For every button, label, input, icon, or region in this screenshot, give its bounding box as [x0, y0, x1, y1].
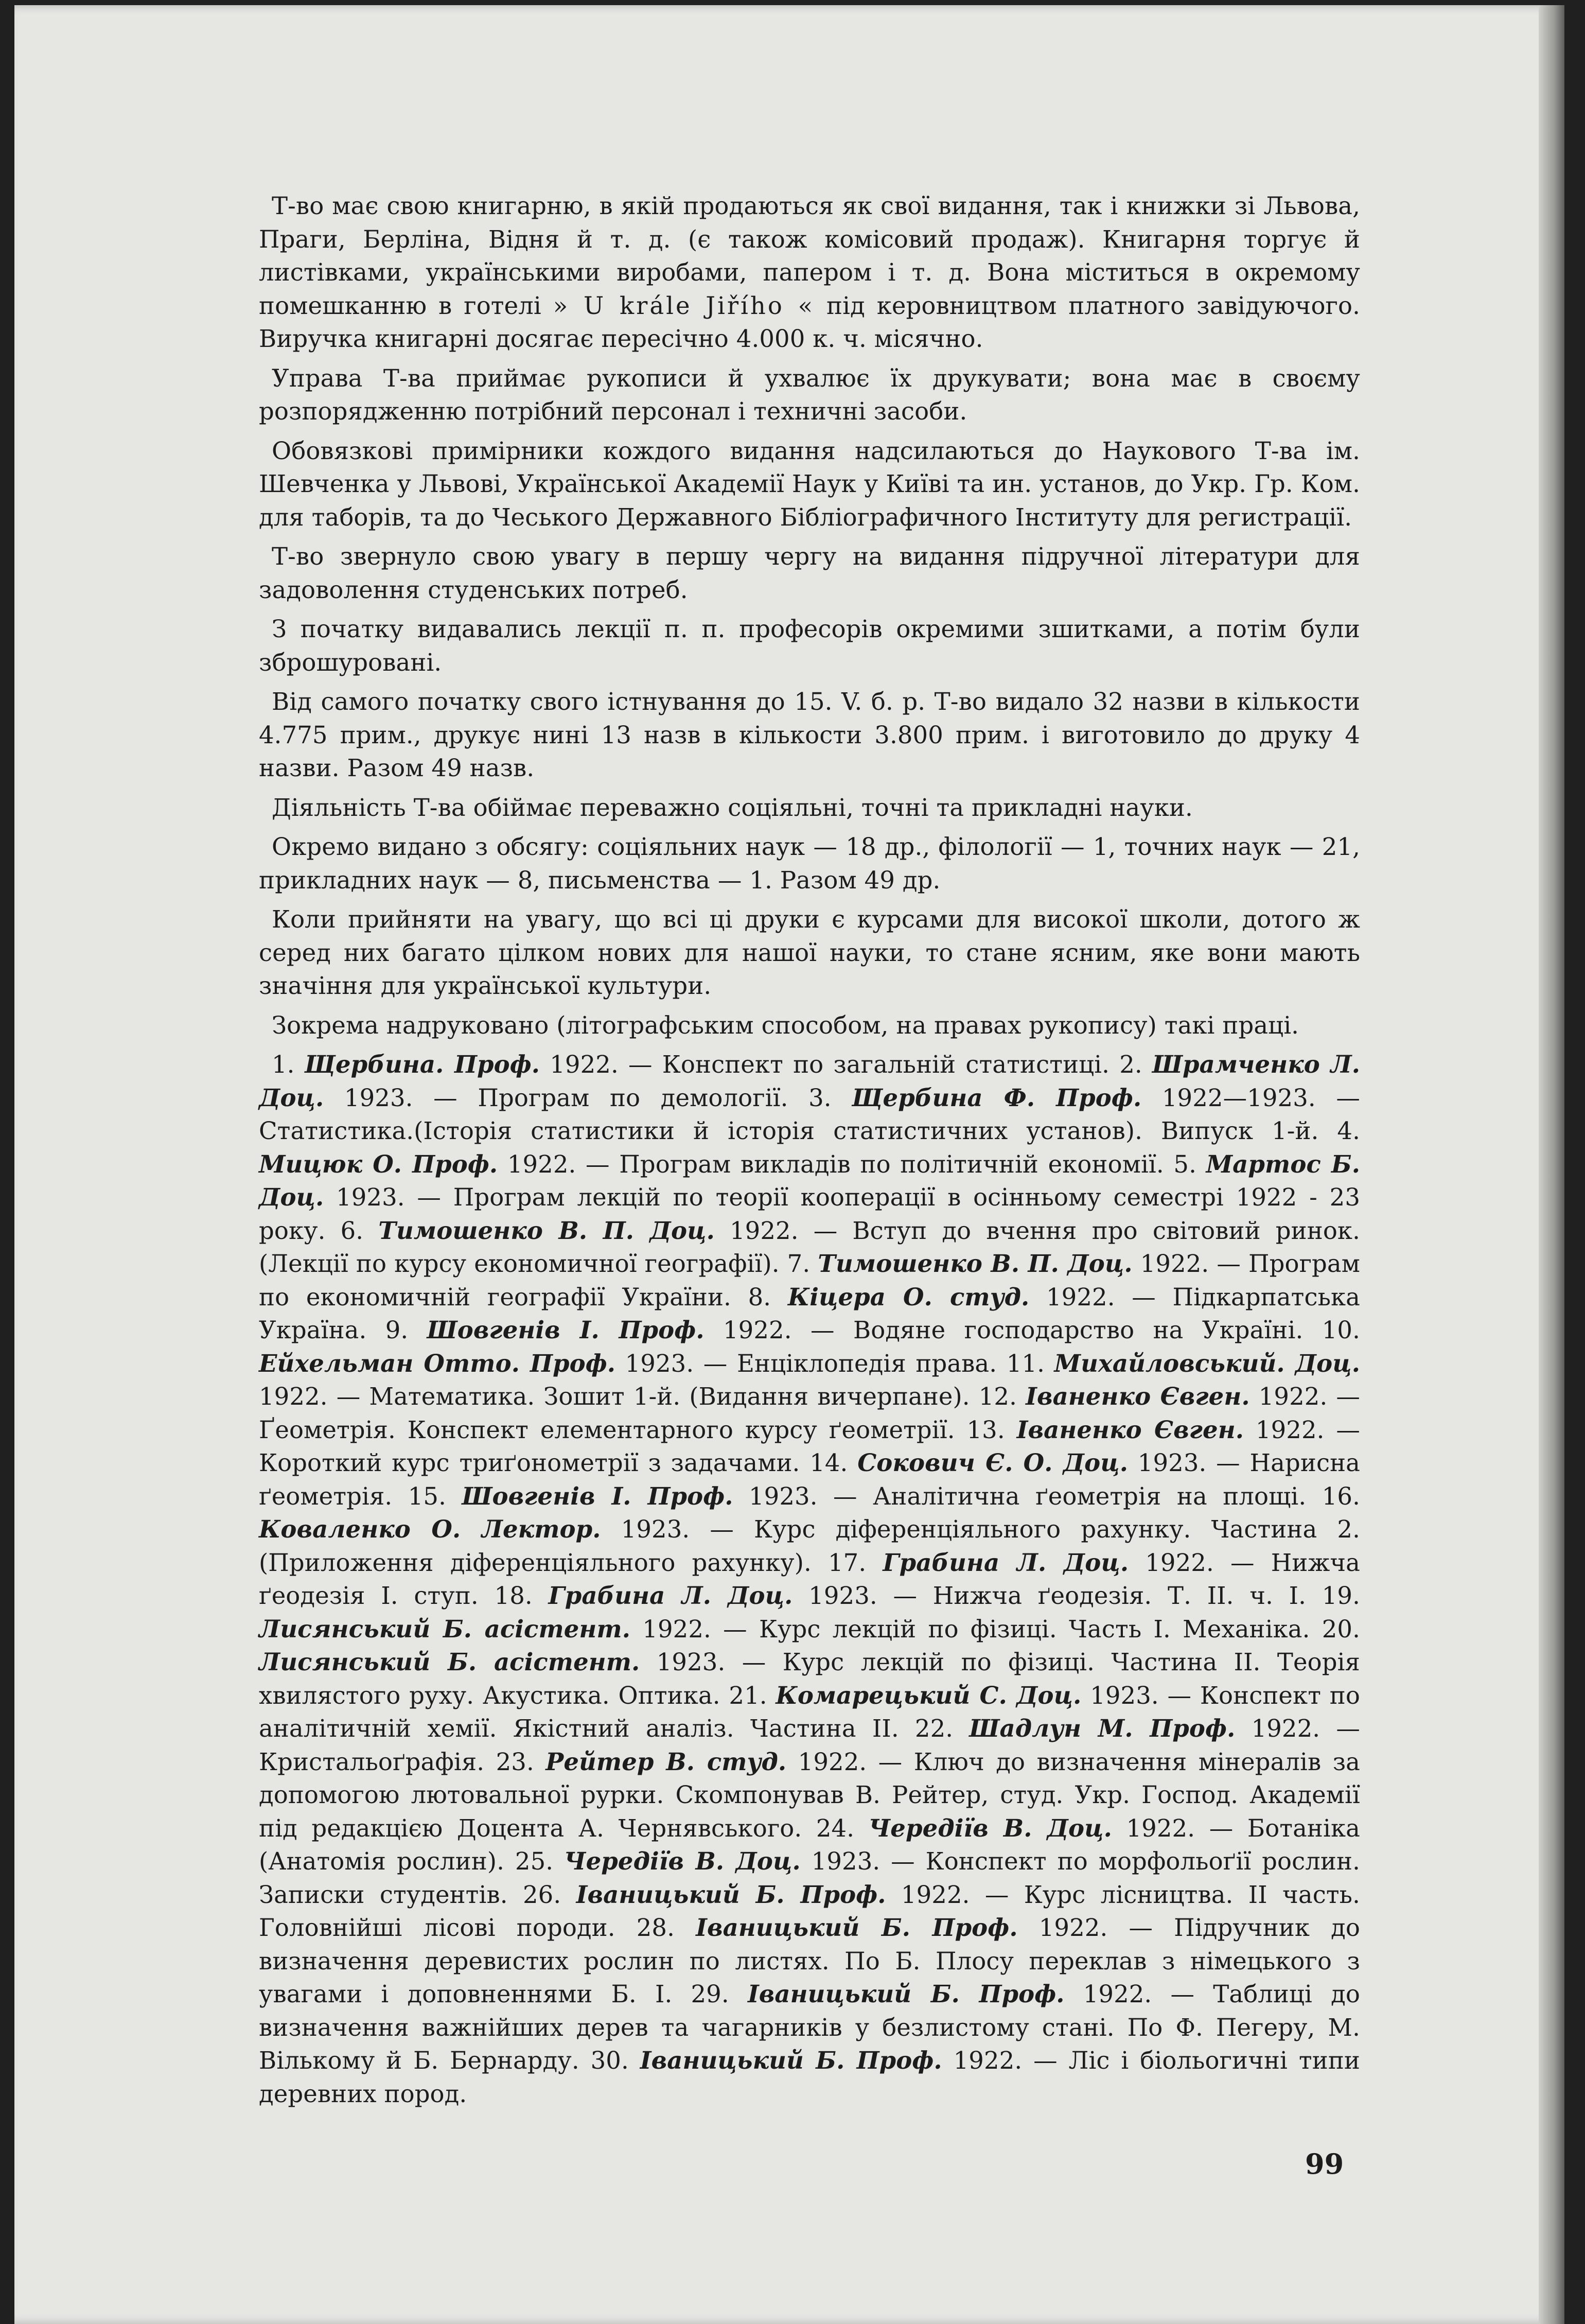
paragraph-lectures: З початку видавались лекції п. п. професорів окремими зшитками, а потім були зброшуровані. [259, 615, 1360, 676]
catalog-entry-number: 12. [978, 1383, 1017, 1410]
catalog-entry-description: 1922. — Ключ до визначення мінералів за допомогою лютовальної рурки. Скомпонував В. Рейтер, студ. Укр. Господ. Академії під редакцією Доцента А. Чернявського. [259, 1748, 1360, 1842]
catalog-entry-number: 30. [590, 2047, 629, 2074]
body-text [259, 189, 1360, 2117]
catalog-entry-number: 20. [1322, 1615, 1360, 1643]
catalog-entry-description: 1922. — Підручник до визначення деревистих рослин по листях. По Б. Плосу переклав з німецького з увагами і доповненнями Б. І. [259, 1914, 1360, 2008]
catalog-entry-author: Іваницький Б. Проф. [696, 1913, 1018, 1942]
catalog-entry-description: 1922. — Кристальоґрафія. [259, 1715, 1360, 1776]
catalog-entry-number: 23. [496, 1748, 534, 1776]
catalog-entry-description: 1923. — Курс діференціяльного рахунку. Частина 2. (Приложення діференціяльного рахунку). [259, 1515, 1360, 1577]
catalog-entry-number: 5. [1173, 1150, 1196, 1178]
catalog-entry-author: Шадлун М. Проф. [969, 1714, 1236, 1742]
catalog-entry-number: 4. [1337, 1117, 1360, 1145]
catalog-entry-number: 19. [1322, 1582, 1361, 1610]
catalog-entry-number: 3. [808, 1084, 832, 1112]
catalog-entry [495, 1582, 1322, 1610]
catalog-entry-author: Рейтер В. студ. [545, 1747, 787, 1776]
paragraph-breakdown: Окремо видано з обсягу: соціяльних наук — 18 др., філології — 1, точних наук — 21, прикладних наук — 8, письменства — 1. Разом 49 др. [259, 833, 1360, 894]
catalog-entry-author: Кіцера О. студ. [787, 1282, 1030, 1311]
catalog-entry-number: 2. [1119, 1051, 1142, 1078]
catalog-entry-author: Мицюк О. Проф. [259, 1149, 498, 1178]
catalog-entry-description: 1923. — Конспект по морфольоґії рослин. Записки студентів. [259, 1847, 1360, 1909]
catalog-entry-author: Шовгенів І. Проф. [462, 1481, 733, 1510]
catalog-entry-description: 1923. — Нижча ґеодезія. Т. II. ч. І. [792, 1582, 1322, 1610]
catalog-entry-author: Грабина Л. Доц. [548, 1581, 793, 1610]
catalog-entry [272, 1051, 1119, 1078]
catalog-entry-number: 7. [787, 1250, 811, 1278]
catalog-entry-number: 13. [966, 1416, 1005, 1444]
paragraph-scope: Діяльність Т-ва обіймає переважно соціяльні, точні та прикладні науки. [272, 793, 1193, 822]
catalog-entry-number: 25. [515, 1847, 554, 1875]
paragraph-significance: Коли прийняти на увагу, що всі ці друки є курсами для високої школи, дотого ж серед них багато цілком нових для нашої науки, то стане ясним, яке вони мають значіння для української культури. [259, 905, 1360, 1000]
catalog-entry-number: 21. [729, 1681, 767, 1709]
catalog-entry-number: 17. [827, 1548, 867, 1577]
book-page [14, 5, 1564, 2324]
catalog-entry-author: Шовгенів І. Проф. [427, 1316, 705, 1344]
catalog-entry-description: 1922. — Ботаніка (Анатомія рослин). [259, 1814, 1360, 1875]
catalog-entry-description: 1923. — Нарисна ґеометрія. [259, 1449, 1361, 1510]
catalog-entry-description: 1922. — Короткий курс триґонометрії з задачами. [259, 1416, 1360, 1477]
catalog-entry-author: Іваницький Б. Проф. [576, 1880, 886, 1909]
catalog-entry-description: 1922. — Конспект по загальній статистиці. [540, 1051, 1120, 1078]
paragraph-bookstore [259, 189, 1360, 356]
catalog-entry-description: 1923. — Курс лекцій по фізиці. Частина II. Теорія хвилястого руху. Акустика. Оптика. [259, 1648, 1360, 1709]
catalog-entry-author: Чередіїв В. Доц. [868, 1813, 1112, 1842]
catalog-entry-author: Михайловський. Доц. [1054, 1349, 1360, 1377]
catalog-entry [385, 1316, 1322, 1344]
catalog-entry-author: Сокович Є. О. Доц. [857, 1448, 1129, 1477]
catalog-entry-author: Щербина. Проф. [304, 1050, 540, 1078]
catalog-entry-number: 26. [522, 1880, 561, 1909]
catalog-entry-description: 1922. — Ґеометрія. Конспект елементарного курсу ґеометрії. [259, 1383, 1361, 1444]
catalog-entry-number: 16. [1322, 1482, 1360, 1510]
catalog-paragraph [259, 1048, 1360, 2110]
catalog-entry-number: 24. [816, 1814, 855, 1842]
catalog-entry-author: Мартос Б. Доц. [259, 1149, 1360, 1211]
catalog-entry-description: 1922. — Програм по економичній географії України. [259, 1250, 1361, 1311]
paragraph-printed-works-intro: Зокрема надруковано (літографським способом, на правах рукопису) такі праці. [272, 1011, 1299, 1039]
page-number: 99 [1305, 2147, 1344, 2180]
catalog-entry-description: 1923. — Аналітична ґеометрія на площі. [733, 1482, 1322, 1510]
catalog-entry-author: Грабина Л. Доц. [883, 1548, 1129, 1577]
catalog-entry-author: Лисянський Б. асістент. [259, 1614, 631, 1643]
catalog-entry-author: Іваницький Б. Проф. [640, 2046, 942, 2074]
catalog-entry-description: 1922. — Програм викладів по політичній економії. [498, 1150, 1174, 1178]
catalog-entry-author: Чередіїв В. Доц. [564, 1847, 801, 1875]
catalog-entry-author: Лисянський Б. асістент. [259, 1648, 640, 1676]
catalog-entry-author: Щербина Ф. Проф. [852, 1083, 1142, 1112]
paragraph-textbooks: Т-во звернуло свою увагу в першу чергу на видання підручної літератури для задоволення студенських потреб. [259, 543, 1360, 604]
paragraph-manuscripts: Управа Т-ва приймає рукописи й ухвалює їх друкувати; вона має в своєму розпорядженню потрібний персонал і техничні засоби. [259, 364, 1360, 425]
catalog-entry-author: Коваленко О. Лектор. [259, 1515, 601, 1543]
catalog-entry-number: 9. [385, 1316, 409, 1344]
catalog-entry-description: 1923. — Енціклопедія права. [615, 1349, 1007, 1377]
catalog-entry-author: Іваненко Євген. [1016, 1415, 1244, 1444]
catalog-entry-number: 15. [408, 1482, 446, 1510]
catalog-entry-author: Тимошенко В. П. Доц. [378, 1216, 715, 1245]
catalog-entry-number: 10. [1322, 1316, 1360, 1344]
catalog-entry-description: 1922. — Підкарпатська Україна. [259, 1283, 1361, 1344]
catalog-entry-description: 1923. — Програм по демології. [324, 1084, 809, 1112]
catalog-entry-author: Іваницький Б. Проф. [747, 1980, 1065, 2008]
catalog-entry-number: 8. [748, 1283, 771, 1311]
paragraph-text: під керовництвом платного завідуючого. Виручка книгарні досягає пересічно 4.000 к. ч. місячно. [259, 291, 1360, 353]
catalog-entry-number: 14. [809, 1449, 848, 1477]
catalog-entry-description: 1922. — Математика. Зошит 1-й. (Видання вичерпане). [259, 1383, 979, 1410]
catalog-entry-description: 1922. — Нижча ґеодезія І. ступ. [259, 1548, 1360, 1610]
paragraph-mandatory-copies: Обовязкові примірники кождого видання надсилаються до Наукового Т-ва ім. Шевченка у Львові, Української Академії Наук у Київі та ин. установ, до Укр. Гр. Ком. для таборів, та до Чеського Державного Бібліографичного Інституту для регистрації. [259, 436, 1360, 531]
catalog-entry-author: Ейхельман Отто. Проф. [259, 1349, 616, 1377]
catalog-entry-description: 1922. — Водяне господарство на Україні. [704, 1316, 1322, 1344]
catalog-entry-description: 1923. — Програм лекцій по теорії кооперації в осінньому семестрі 1922 - 23 року. [259, 1183, 1360, 1245]
catalog-entry-author: Тимошенко В. П. Доц. [818, 1249, 1133, 1278]
paragraph-publication-counts: Від самого початку свого істнування до 15. V. б. р. Т-во видало 32 назви в кількости 4.775 прим., друкує нині 13 назв в кількости 3.800 прим. і виготовило до друку 4 назви. Разом 49 назв. [259, 688, 1360, 782]
catalog-entry-author: Іваненко Євген. [1026, 1382, 1250, 1410]
catalog-entry-author: Комарецький С. Доц. [776, 1681, 1082, 1709]
hotel-name: » U krále Jiřího « [553, 291, 815, 320]
paragraph-text: Т-во має свою книгарню, в якій продаються як свої видання, так і книжки зі Львова, Праги, Берліна, Відня й т. д. (є також комісовий продаж). Книгарня торгує й листівками, українськими виробами, папером і т. д. Вона міститься в окремому помешканню в готелі [259, 192, 1360, 320]
catalog-entry-description: 1922. — Курс лісництва. II часть. Головнійші лісові породи. [259, 1880, 1360, 1942]
catalog-entry-number: 28. [636, 1914, 675, 1942]
catalog-entry-description: 1922—1923. — Статистика.(Історія статистики й історія статистичних установ). Випуск 1-й. [259, 1084, 1360, 1145]
catalog-entry-author: Шрамченко Л. Доц. [259, 1050, 1360, 1112]
catalog-entry-number: 18. [494, 1582, 533, 1610]
catalog-entry-number: 1. [272, 1051, 295, 1078]
catalog-entry-description: 1922. — Курс лекцій по фізиці. Часть І. Механіка. [630, 1615, 1322, 1643]
catalog-entry-number: 29. [691, 1980, 729, 2008]
page-gutter-shadow [1539, 5, 1564, 2324]
catalog-entry [408, 1482, 1322, 1510]
catalog-entry-description: 1922. — Таблиці до визначення важнійших дерев та чагарників у безлистому стані. По Ф. Пегеру, М. Вількому й Б. Бернарду. [259, 1980, 1360, 2074]
catalog-entry-description: 1922. — Ліс і біольогичні типи деревних пород. [259, 2047, 1360, 2108]
catalog-entry-description: 1923. — Конспект по аналітичній хемії. Якістний аналіз. Частина II. [259, 1681, 1360, 1742]
catalog-entry-number: 6. [340, 1216, 364, 1245]
catalog-entry-description: 1922. — Вступ до вчення про світовий ринок. (Лекції по курсу економичної географії). [259, 1216, 1360, 1278]
catalog-entry-number: 11. [1006, 1349, 1045, 1377]
catalog-entry-number: 22. [914, 1715, 954, 1742]
